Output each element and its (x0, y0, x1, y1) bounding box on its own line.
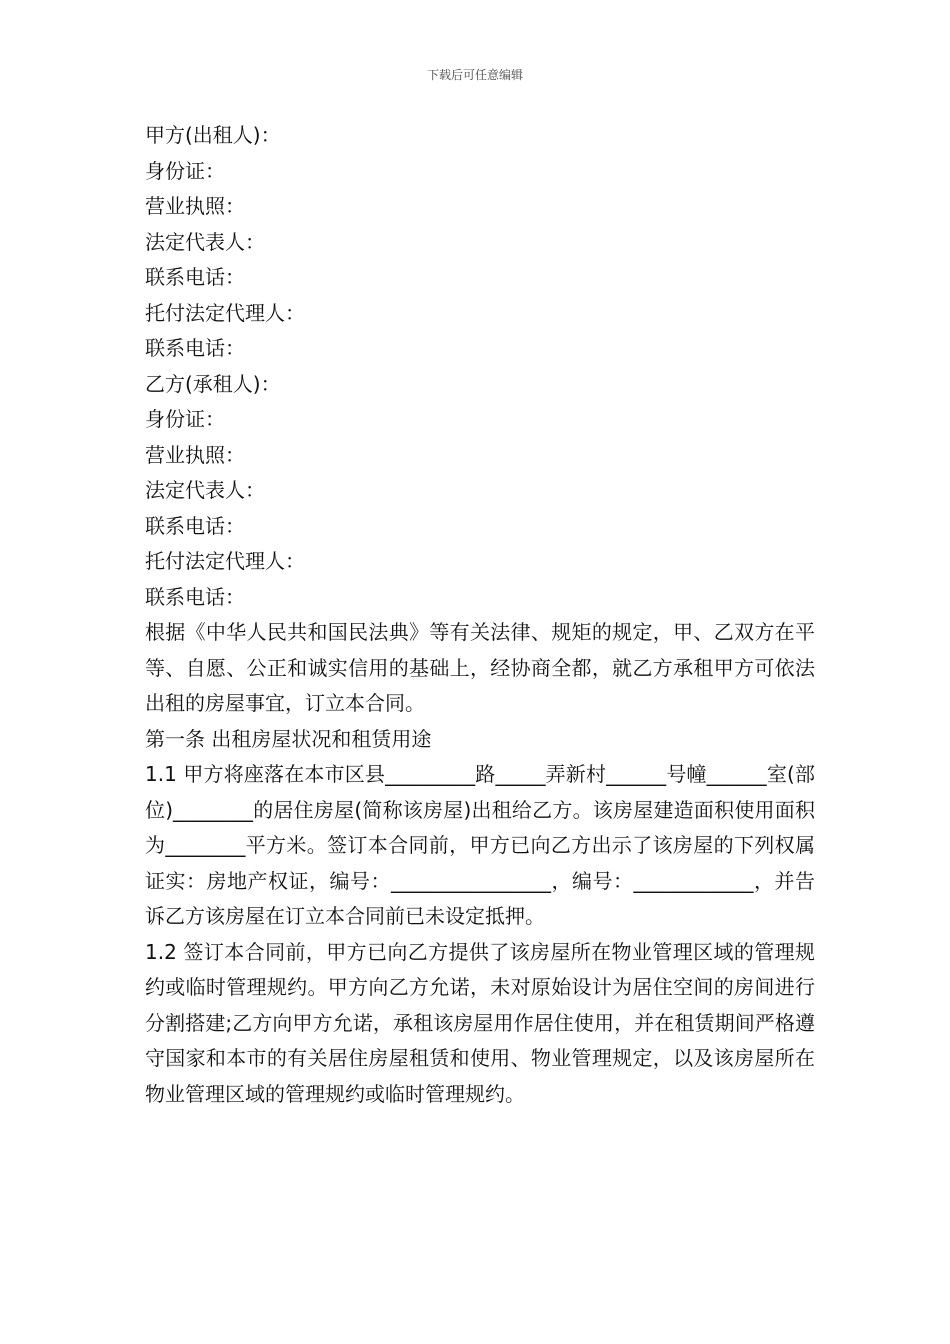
contract-body (145, 118, 815, 1112)
party-a-agent: 托付法定代理人： (145, 300, 305, 325)
party-a-business-license: 营业执照： (145, 194, 245, 218)
party-a-legal-rep: 法定代表人： (145, 229, 265, 254)
party-b-title: 乙方(承租人)： (145, 371, 281, 396)
clause-1-1: 1.1 甲方将座落在本市区县_________路_____弄新村______号幢______室(部位)________的居住房屋(简称该房屋)出租给乙方。该房屋建造面积使用面积为________平方米。签订本合同前，甲方已向乙方出示了该房屋的下列权属证实：房地产权证，编号：________________，编号：____________，并告诉乙方该房屋在订立本合同前已未设定抵押。 (145, 762, 815, 928)
party-a-id-card: 身份证： (145, 158, 225, 183)
article-1-heading: 第一条 出租房屋状况和租赁用途 (145, 726, 432, 751)
party-a-agent-phone: 联系电话： (145, 336, 245, 360)
party-a-phone: 联系电话： (145, 265, 245, 289)
party-a-title: 甲方(出租人)： (145, 123, 281, 147)
party-b-id-card: 身份证： (145, 407, 225, 431)
clause-1-2: 1.2 签订本合同前，甲方已向乙方提供了该房屋所在物业管理区域的管理规约或临时管理规约。甲方向乙方允诺，未对原始设计为居住空间的房间进行分割搭建;乙方向甲方允诺，承租该房屋用作居住使用，并在租赁期间严格遵守国家和本市的有关居住房屋租赁和使用、物业管理规定，以及该房屋所在物业管理区域的管理规约或临时管理规约。 (145, 939, 815, 1106)
page-header: 下载后可任意编辑 (426, 68, 523, 82)
party-b-phone: 联系电话： (145, 513, 245, 538)
party-b-agent-phone: 联系电话： (145, 584, 245, 609)
preamble-paragraph: 根据《中华人民共和国民法典》等有关法律、规矩的规定，甲、乙双方在平等、自愿、公正和诚实信用的基础上，经协商全都，就乙方承租甲方可依法出租的房屋事宜，订立本合同。 (145, 620, 815, 715)
party-b-agent: 托付法定代理人： (145, 549, 305, 573)
party-b-business-license: 营业执照： (145, 442, 245, 467)
party-b-legal-rep: 法定代表人： (145, 478, 265, 502)
